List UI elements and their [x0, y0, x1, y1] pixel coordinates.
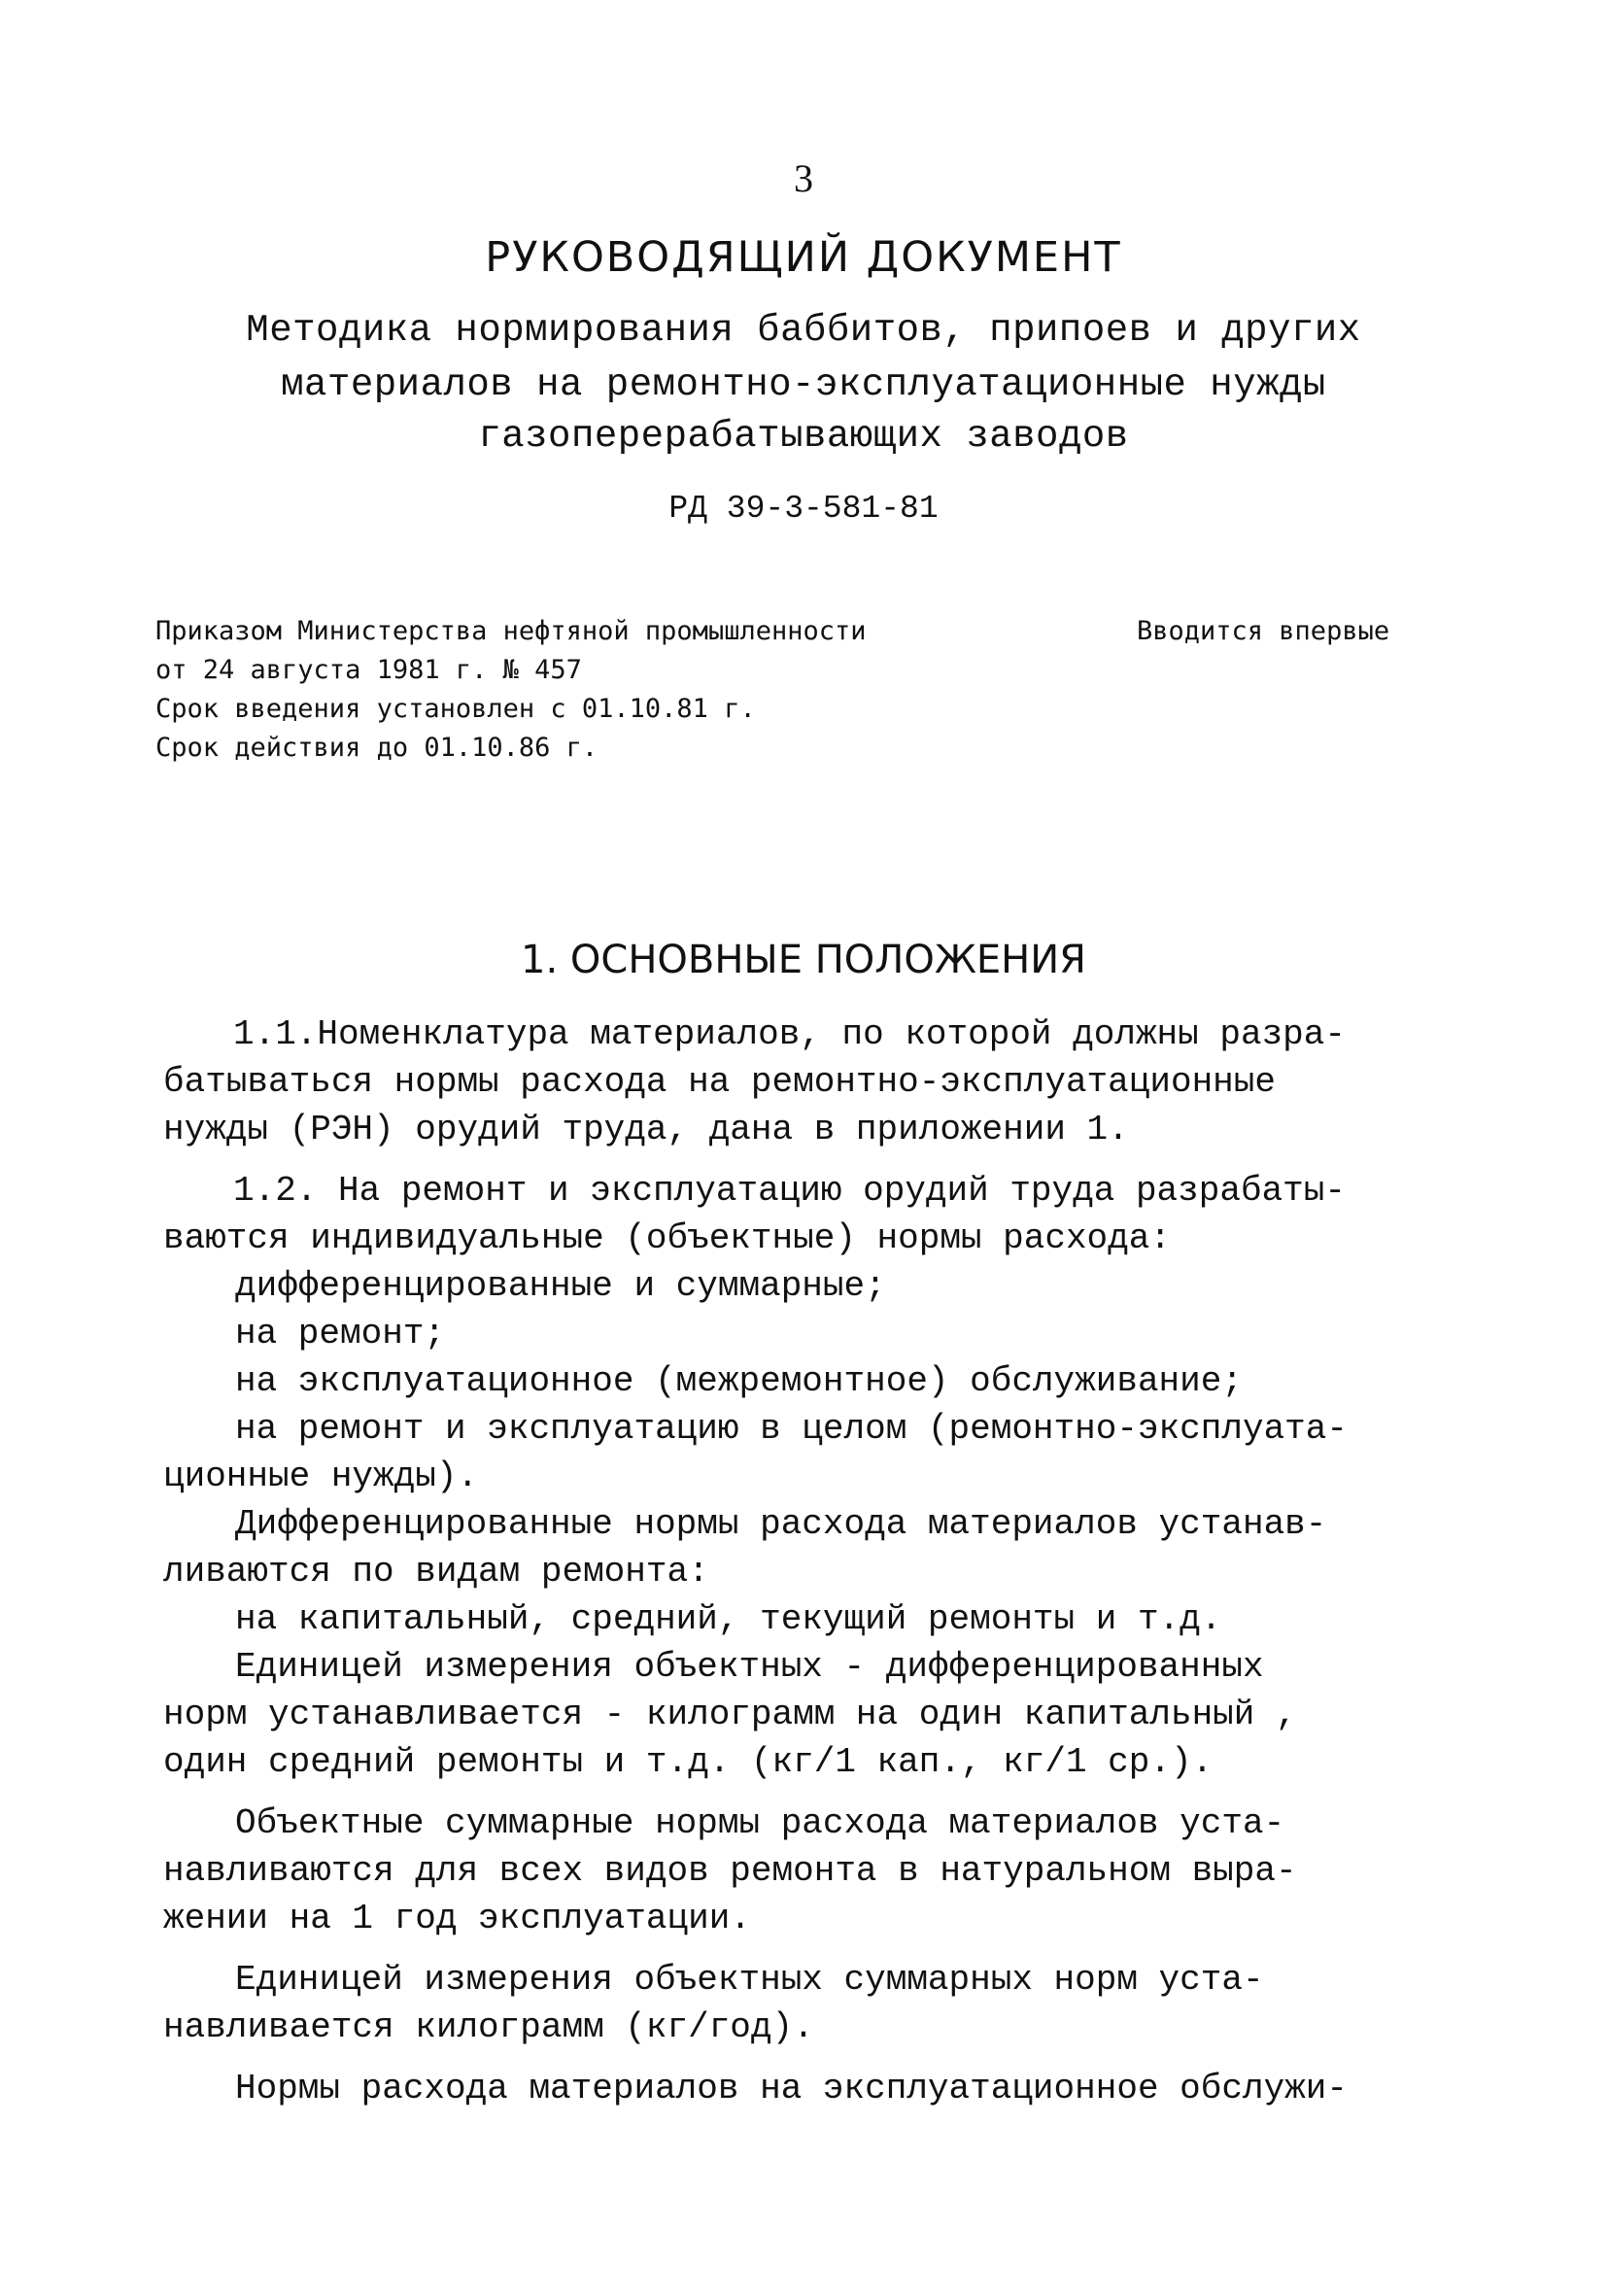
document-type-heading: РУКОВОДЯЩИЙ ДОКУМЕНТ	[485, 233, 1122, 282]
introduced-first-note: Вводится впервые	[1137, 616, 1390, 646]
document-title-line-2: материалов на ремонтно-эксплуатационные нужды	[281, 363, 1326, 406]
paragraph-line: Объектные суммарные нормы расхода материалов уста-	[235, 1803, 1285, 1843]
paragraph-line: ливаются по видам ремонта:	[163, 1552, 709, 1592]
paragraph-line: батываться нормы расхода на ремонтно-эксплуатационные	[163, 1062, 1276, 1102]
paragraph-line: ваются индивидуальные (объектные) нормы расхода:	[163, 1218, 1171, 1258]
page-number: 3	[794, 156, 813, 200]
document-code: РД 39-3-581-81	[668, 491, 939, 527]
paragraph-line: нужды (РЭН) орудий труда, дана в приложении 1.	[163, 1110, 1129, 1149]
paragraph-line: на ремонт;	[235, 1314, 446, 1354]
document-title-line-1: Методика нормирования баббитов, припоев и других	[246, 309, 1361, 352]
paragraph-line: на эксплуатационное (межремонтное) обслуживание;	[235, 1361, 1243, 1401]
validity-line: Срок действия до 01.10.86 г.	[155, 733, 598, 763]
paragraph-line: навливаются для всех видов ремонта в натуральном выра-	[163, 1851, 1297, 1891]
approval-date-line: от 24 августа 1981 г. № 457	[155, 655, 582, 685]
paragraph-line: дифференцированные и суммарные;	[235, 1266, 886, 1306]
paragraph-line: Нормы расхода материалов на эксплуатационное обслужи-	[235, 2069, 1348, 2108]
document-title-line-3: газоперерабатывающих заводов	[478, 415, 1129, 458]
paragraph-line: навливается килограмм (кг/год).	[163, 2007, 814, 2047]
effective-date-line: Срок введения установлен с 01.10.81 г.	[155, 694, 756, 724]
paragraph-line: на ремонт и эксплуатацию в целом (ремонтно-эксплуата-	[235, 1409, 1348, 1449]
paragraph-line: один средний ремонты и т.д. (кг/1 кап., кг/1 ср.).	[163, 1742, 1214, 1782]
approval-order-line: Приказом Министерства нефтяной промышленности	[155, 616, 867, 646]
paragraph-line: норм устанавливается - килограмм на один капитальный ,	[163, 1695, 1297, 1734]
section-title: 1. ОСНОВНЫЕ ПОЛОЖЕНИЯ	[521, 938, 1086, 982]
paragraph-line: жении на 1 год эксплуатации.	[163, 1899, 751, 1938]
paragraph-line: 1.1.Номенклатура материалов, по которой должны разра-	[233, 1014, 1346, 1054]
paragraph-line: Единицей измерения объектных - дифференцированных	[235, 1647, 1264, 1687]
approval-block	[155, 612, 867, 768]
paragraph-line: ционные нужды).	[163, 1456, 479, 1496]
paragraph-line: Дифференцированные нормы расхода материалов устанав-	[235, 1504, 1327, 1544]
paragraph-line: Единицей измерения объектных суммарных норм уста-	[235, 1960, 1264, 2000]
paragraph-line: 1.2. На ремонт и эксплуатацию орудий труда разрабаты-	[233, 1171, 1346, 1211]
section-body	[163, 1011, 1465, 2112]
paragraph-line: на капитальный, средний, текущий ремонты и т.д.	[235, 1599, 1222, 1639]
